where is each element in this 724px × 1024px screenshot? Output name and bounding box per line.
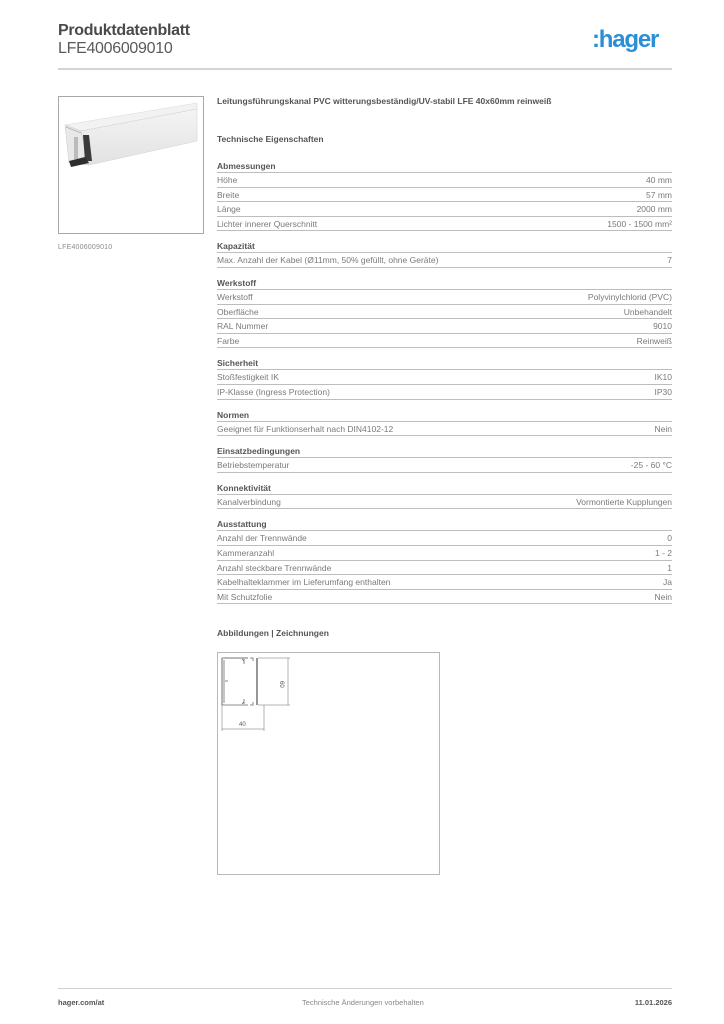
header-divider (58, 68, 672, 70)
product-image-caption: LFE4006009010 (58, 244, 113, 251)
spec-row (217, 217, 672, 232)
spec-label: Anzahl steckbare Trennwände (217, 562, 332, 573)
section-heading: Konnektivität (217, 482, 672, 495)
section-operating-conditions (217, 445, 672, 473)
section-capacity (217, 240, 672, 268)
spec-label: Farbe (217, 335, 240, 346)
spec-row (217, 495, 672, 510)
technical-properties-heading: Technische Eigenschaften (217, 134, 324, 144)
spec-value: Ja (663, 577, 672, 588)
product-description: Leitungsführungskanal PVC witterungsbeständig/UV-stabil LFE 40x60mm reinweiß (217, 96, 552, 106)
spec-value: 9010 (653, 321, 672, 332)
spec-label: RAL Nummer (217, 321, 269, 332)
spec-value: 1 (667, 562, 672, 573)
page-title: Produktdatenblatt (58, 22, 190, 39)
spec-label: Max. Anzahl der Kabel (Ø11mm, 50% gefüllt, ohne Geräte) (217, 255, 439, 266)
spec-label: Länge (217, 204, 241, 215)
spec-value: 40 mm (646, 175, 672, 185)
spec-row (217, 561, 672, 576)
spec-value: 57 mm (646, 189, 672, 200)
spec-label: Höhe (217, 175, 238, 185)
spec-row (217, 319, 672, 334)
spec-value: Unbehandelt (623, 306, 672, 317)
spec-row (217, 385, 672, 400)
spec-row (217, 188, 672, 203)
spec-label: Kanalverbindung (217, 496, 281, 507)
product-image (58, 96, 204, 234)
spec-value: Reinweiß (636, 335, 672, 346)
width-dimension-label: 40 (239, 722, 246, 728)
spec-label: Lichter innerer Querschnitt (217, 218, 318, 229)
technical-drawing (217, 652, 440, 875)
spec-value: -25 - 60 °C (630, 460, 672, 471)
spec-row (217, 531, 672, 546)
drawings-heading: Abbildungen | Zeichnungen (217, 628, 329, 639)
spec-row (217, 422, 672, 437)
spec-value: IK10 (654, 372, 672, 383)
spec-label: Geeignet für Funktionserhalt nach DIN4102-12 (217, 423, 394, 434)
section-heading: Einsatzbedingungen (217, 445, 672, 458)
section-heading: Werkstoff (217, 277, 672, 290)
section-safety (217, 357, 672, 399)
spec-label: Betriebstemperatur (217, 460, 290, 471)
spec-row (217, 253, 672, 268)
footer-notice: Technische Änderungen vorbehalten (302, 998, 424, 1007)
section-connectivity (217, 482, 672, 510)
cable-duct-image-icon (59, 97, 203, 233)
section-heading: Kapazität (217, 240, 672, 253)
spec-label: Breite (217, 189, 240, 200)
spec-value: Vormontierte Kupplungen (576, 496, 672, 507)
footer-date: 11.01.2026 (634, 998, 672, 1007)
spec-row (217, 305, 672, 320)
spec-label: Oberfläche (217, 306, 259, 317)
section-dimensions (217, 160, 672, 231)
spec-value: IP30 (654, 386, 672, 397)
spec-value: 0 (667, 533, 672, 544)
spec-label: Stoßfestigkeit IK (217, 372, 279, 383)
spec-row (217, 546, 672, 561)
spec-label: IP-Klasse (Ingress Protection) (217, 386, 330, 397)
spec-value: 1500 - 1500 mm² (607, 218, 672, 229)
spec-row (217, 590, 672, 605)
spec-value: 2000 mm (636, 204, 672, 215)
spec-row (217, 575, 672, 590)
spec-row (217, 173, 672, 188)
section-material (217, 277, 672, 348)
spec-value: Nein (654, 591, 672, 602)
product-code: LFE4006009010 (58, 40, 173, 57)
section-equipment (217, 518, 672, 604)
spec-value: Nein (654, 423, 672, 434)
main-content (217, 94, 672, 640)
spec-row (217, 202, 672, 217)
spec-label: Mit Schutzfolie (217, 591, 273, 602)
spec-value: Polyvinylchlorid (PVC) (587, 291, 672, 302)
section-heading: Abmessungen (217, 160, 672, 173)
spec-value: 1 - 2 (654, 547, 672, 558)
footer-divider (58, 988, 672, 989)
section-heading: Sicherheit (217, 357, 672, 370)
spec-row (217, 290, 672, 305)
spec-value: 7 (667, 255, 672, 266)
spec-row (217, 370, 672, 385)
section-heading: Normen (217, 409, 672, 422)
spec-row (217, 334, 672, 349)
section-standards (217, 409, 672, 437)
cross-section-drawing-icon (218, 653, 439, 874)
spec-label: Kammeranzahl (217, 547, 275, 558)
height-dimension-label: 60 (278, 681, 284, 688)
spec-label: Kabelhalteklammer im Lieferumfang enthalten (217, 577, 391, 588)
hager-logo: :hager (592, 26, 659, 53)
spec-row (217, 458, 672, 473)
footer-website-link[interactable]: hager.com/at (58, 998, 105, 1007)
spec-label: Werkstoff (217, 291, 253, 302)
spec-label: Anzahl der Trennwände (217, 533, 307, 544)
section-heading: Ausstattung (217, 518, 672, 531)
